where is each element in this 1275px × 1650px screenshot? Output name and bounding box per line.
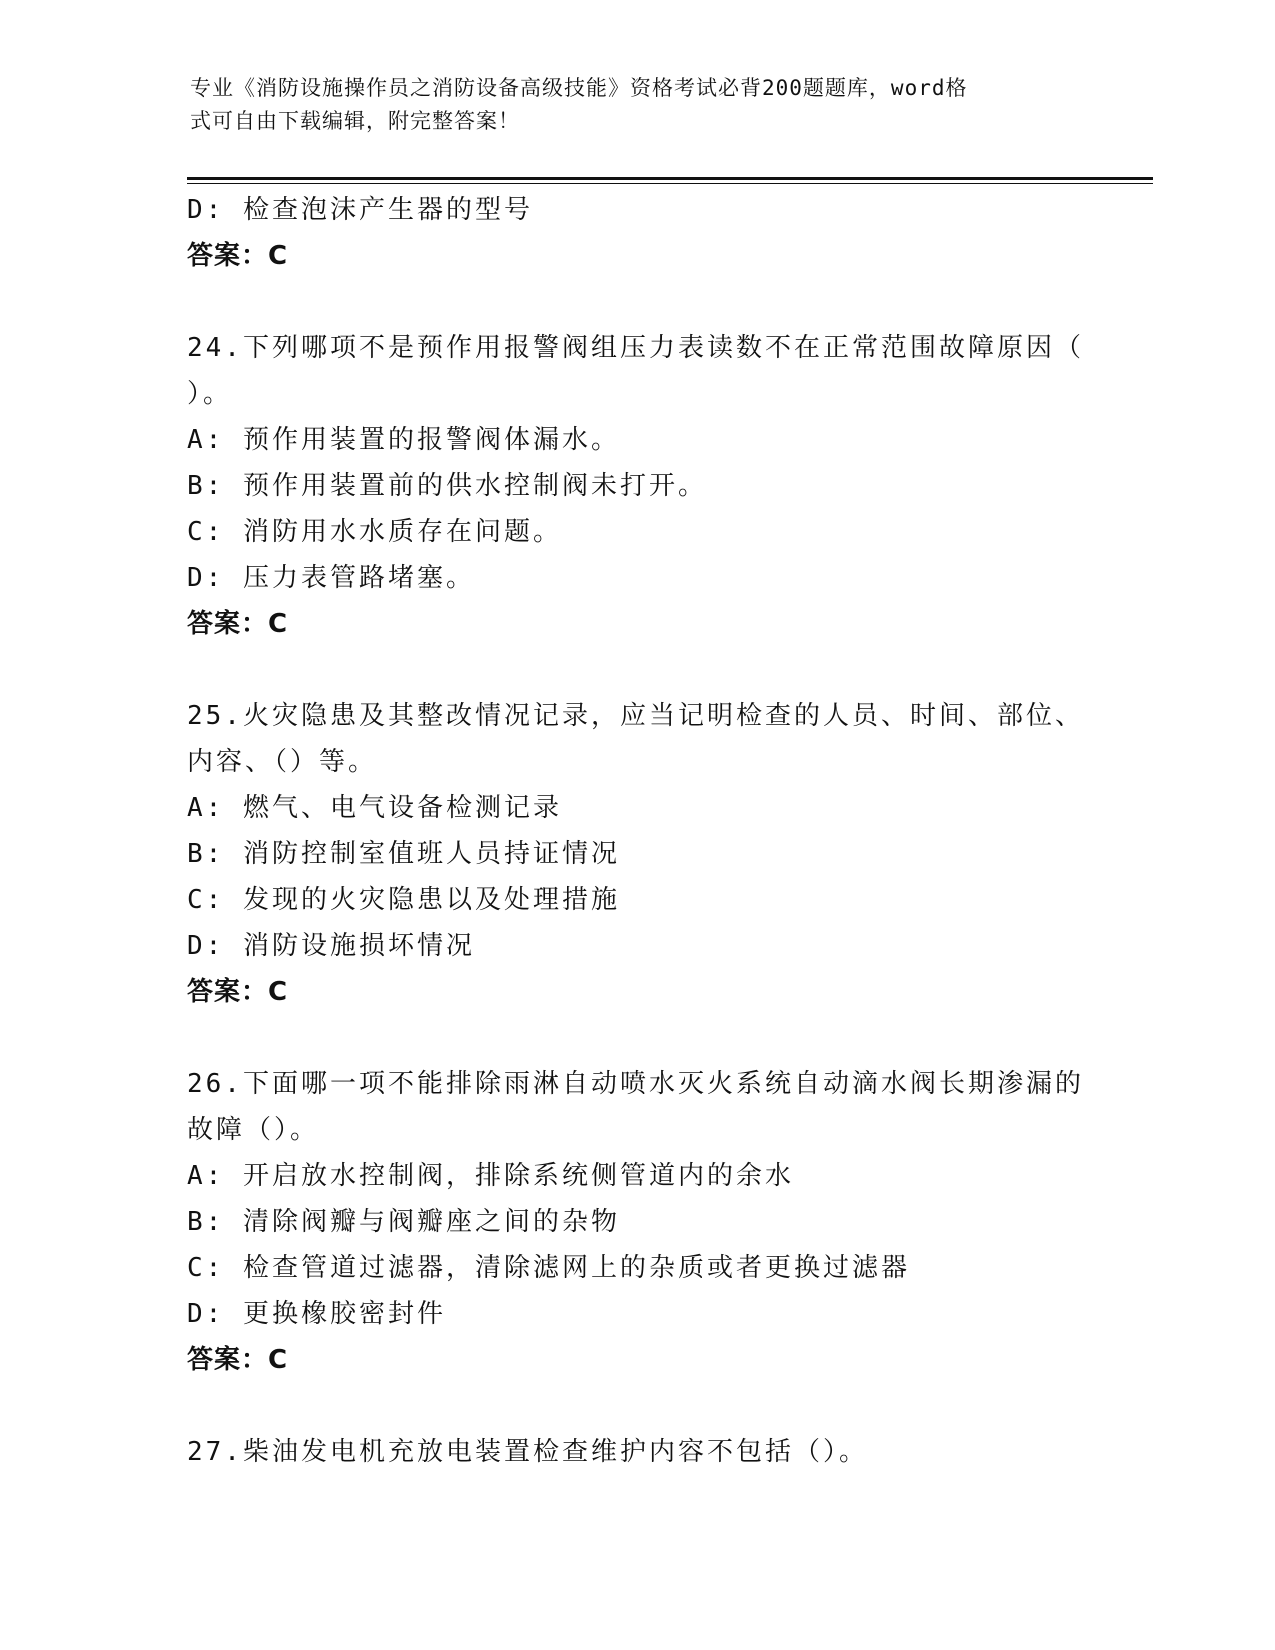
option-d: D: 更换橡胶密封件 bbox=[187, 1299, 446, 1329]
question-stem-line-2: ）。 bbox=[187, 379, 233, 409]
answer: 答案：C bbox=[187, 1345, 289, 1375]
option-c: C: 检查管道过滤器，清除滤网上的杂质或者更换过滤器 bbox=[187, 1253, 910, 1283]
spacer bbox=[187, 1015, 1087, 1061]
question-26 bbox=[187, 1061, 1087, 1383]
header-divider-thick bbox=[187, 177, 1153, 180]
question-stem-line-1: 26.下面哪一项不能排除雨淋自动喷水灭火系统自动滴水阀长期渗漏的 bbox=[187, 1069, 1084, 1099]
option-c: C: 发现的火灾隐患以及处理措施 bbox=[187, 885, 620, 915]
question-stem-line-2: 故障（）。 bbox=[187, 1115, 320, 1145]
question-stem-line-1: 24.下列哪项不是预作用报警阀组压力表读数不在正常范围故障原因（ bbox=[187, 333, 1084, 363]
question-25 bbox=[187, 693, 1087, 1015]
question-stem-line-1: 27.柴油发电机充放电装置检查维护内容不包括（）。 bbox=[187, 1437, 868, 1467]
header-line-2: 式可自由下载编辑，附完整答案！ bbox=[190, 109, 520, 133]
prev-question-answer: 答案：C bbox=[187, 241, 289, 271]
option-b: B: 消防控制室值班人员持证情况 bbox=[187, 839, 620, 869]
option-a: A: 开启放水控制阀，排除系统侧管道内的余水 bbox=[187, 1161, 794, 1191]
header-divider-thin bbox=[187, 183, 1153, 184]
option-c: C: 消防用水水质存在问题。 bbox=[187, 517, 562, 547]
option-b: B: 清除阀瓣与阀瓣座之间的杂物 bbox=[187, 1207, 620, 1237]
spacer bbox=[187, 279, 1087, 325]
answer: 答案：C bbox=[187, 977, 289, 1007]
question-content bbox=[187, 187, 1087, 1475]
option-d: D: 消防设施损坏情况 bbox=[187, 931, 475, 961]
document-header bbox=[190, 72, 1090, 138]
answer: 答案：C bbox=[187, 609, 289, 639]
prev-question-option-d: D: 检查泡沫产生器的型号 bbox=[187, 195, 533, 225]
option-b: B: 预作用装置前的供水控制阀未打开。 bbox=[187, 471, 707, 501]
question-stem-line-2: 内容、（）等。 bbox=[187, 747, 378, 777]
question-stem-line-1: 25.火灾隐患及其整改情况记录，应当记明检查的人员、时间、部位、 bbox=[187, 701, 1084, 731]
option-d: D: 压力表管路堵塞。 bbox=[187, 563, 475, 593]
question-24 bbox=[187, 325, 1087, 647]
option-a: A: 预作用装置的报警阀体漏水。 bbox=[187, 425, 620, 455]
spacer bbox=[187, 647, 1087, 693]
spacer bbox=[187, 1383, 1087, 1429]
header-line-1: 专业《消防设施操作员之消防设备高级技能》资格考试必背200题题库，word格 bbox=[190, 76, 968, 100]
option-a: A: 燃气、电气设备检测记录 bbox=[187, 793, 562, 823]
question-27 bbox=[187, 1429, 1087, 1475]
